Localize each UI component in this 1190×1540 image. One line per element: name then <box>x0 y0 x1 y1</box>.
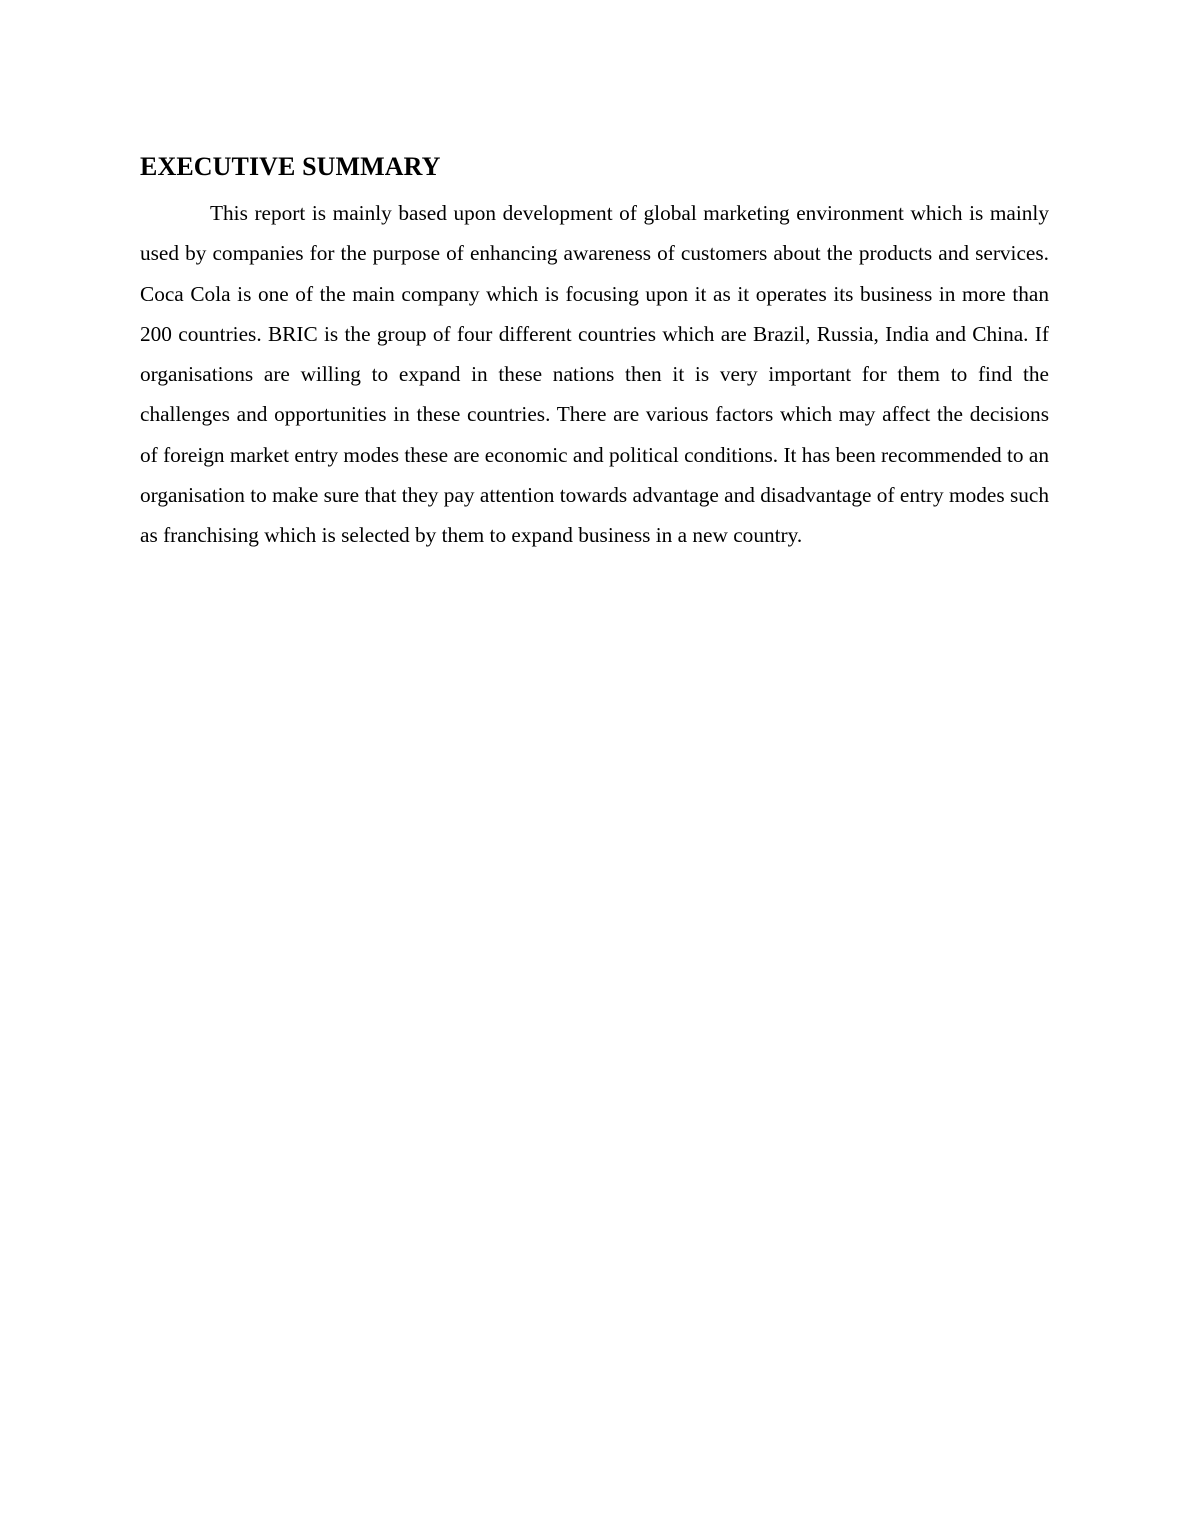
section-heading: EXECUTIVE SUMMARY <box>140 152 441 181</box>
page-content <box>140 150 1049 556</box>
summary-paragraph: This report is mainly based upon development of global marketing environment which is mainly used by companies for the purpose of enhancing awareness of customers about the products and services. Coca Cola is one of the main company which is focusing upon it as it operates its business in more than 200 countries. BRIC is the group of four different countries which are Brazil, Russia, India and China. If organisations are willing to expand in these nations then it is very important for them to find the challenges and opportunities in these countries. There are various factors which may affect the decisions of foreign market entry modes these are economic and political conditions. It has been recommended to an organisation to make sure that they pay attention towards advantage and disadvantage of entry modes such as franchising which is selected by them to expand business in a new country. <box>140 201 1049 548</box>
